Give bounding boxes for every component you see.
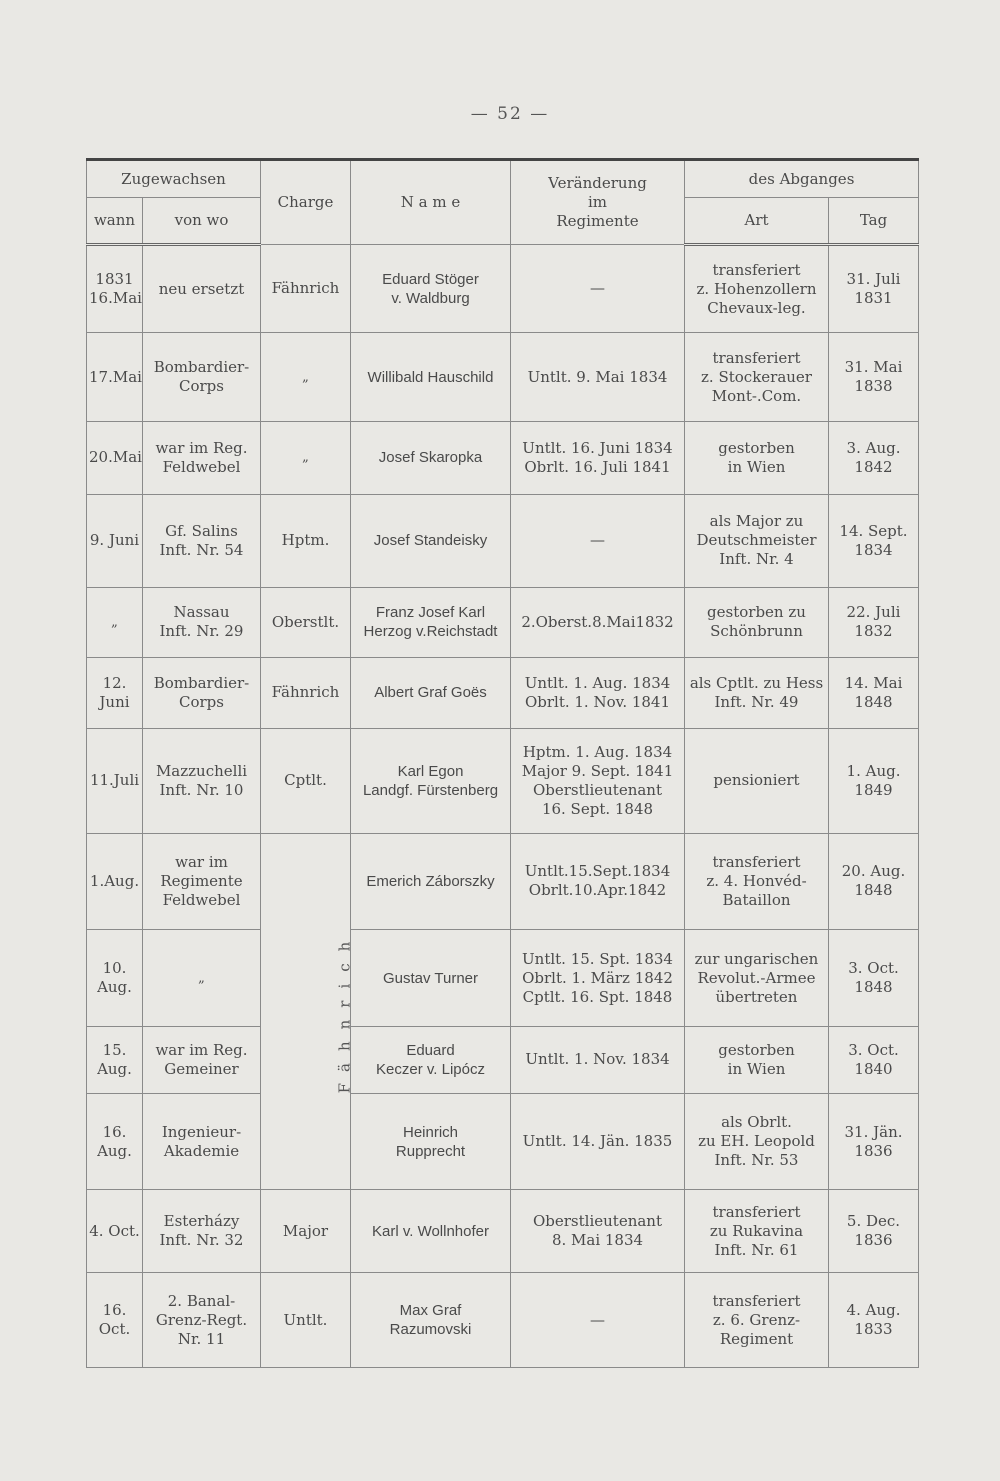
cell-name: Karl v. Wollnhofer [351,1190,511,1273]
cell-art: transferiert zu Rukavina Inft. Nr. 61 [685,1190,829,1273]
cell-wann: 20.Mai [87,422,143,495]
header-charge: Charge [261,160,351,245]
cell-charge: Hptm. [261,494,351,587]
cell-wann: 16. Oct. [87,1273,143,1368]
cell-name: Emerich Záborszky [351,833,511,930]
cell-name: Heinrich Rupprecht [351,1093,511,1190]
cell-tag: 5. Dec. 1836 [829,1190,919,1273]
cell-wann: 1.Aug. [87,833,143,930]
cell-charge-vertical [261,833,354,1190]
table-row [87,930,919,1027]
cell-tag: 22. Juli 1832 [829,587,919,658]
cell-name: Willibald Hauschild [351,333,511,422]
header-zugewachsen: Zugewachsen [87,160,261,198]
header-von-wo: von wo [143,198,261,244]
cell-tag: 1. Aug. 1849 [829,728,919,833]
table-row [87,1190,919,1273]
cell-veraenderung: Untlt. 1. Nov. 1834 [511,1027,685,1094]
regiment-register-table [86,158,919,1368]
table-row [87,1273,919,1368]
cell-name: Albert Graf Goës [351,658,511,729]
page-number: — 52 — [470,104,550,124]
cell-art: gestorben in Wien [685,1027,829,1094]
cell-veraenderung: Untlt. 16. Juni 1834 Obrlt. 16. Juli 1841 [511,422,685,495]
cell-veraenderung: Hptm. 1. Aug. 1834 Major 9. Sept. 1841 Oberstlieutenant 16. Sept. 1848 [511,728,685,833]
cell-veraenderung: Untlt. 14. Jän. 1835 [511,1093,685,1190]
cell-veraenderung: Untlt. 9. Mai 1834 [511,333,685,422]
cell-tag: 3. Oct. 1840 [829,1027,919,1094]
table-row [87,1027,919,1094]
cell-wann: 4. Oct. [87,1190,143,1273]
cell-wann: 9. Juni [87,494,143,587]
cell-charge: Oberstlt. [261,587,351,658]
cell-veraenderung: — [511,494,685,587]
header-tag: Tag [829,198,919,244]
cell-art: gestorben in Wien [685,422,829,495]
cell-von-wo: Nassau Inft. Nr. 29 [143,587,261,658]
cell-name: Josef Standeisky [351,494,511,587]
cell-tag: 4. Aug. 1833 [829,1273,919,1368]
cell-art: gestorben zu Schönbrunn [685,587,829,658]
cell-tag: 31. Jän. 1836 [829,1093,919,1190]
table-row [87,333,919,422]
cell-wann: 10. Aug. [87,930,143,1027]
cell-wann: 11.Juli [87,728,143,833]
cell-von-wo: Ingenieur- Akademie [143,1093,261,1190]
cell-art: transferiert z. 4. Honvéd- Bataillon [685,833,829,930]
cell-wann: 12. Juni [87,658,143,729]
header-wann: wann [87,198,143,244]
table-row [87,494,919,587]
cell-name: Gustav Turner [351,930,511,1027]
cell-name: Max Graf Razumovski [351,1273,511,1368]
table-row [87,1093,919,1190]
cell-wann: 16. Aug. [87,1093,143,1190]
cell-wann: 17.Mai [87,333,143,422]
cell-von-wo: Gf. Salins Inft. Nr. 54 [143,494,261,587]
cell-veraenderung: — [511,1273,685,1368]
cell-tag: 3. Oct. 1848 [829,930,919,1027]
cell-veraenderung: Oberstlieutenant 8. Mai 1834 [511,1190,685,1273]
cell-wann: 15. Aug. [87,1027,143,1094]
header-des-abganges: des Abganges [685,160,919,198]
cell-name: Eduard Keczer v. Lipócz [351,1027,511,1094]
cell-tag: 31. Mai 1838 [829,333,919,422]
cell-tag: 3. Aug. 1842 [829,422,919,495]
table-row [87,587,919,658]
cell-von-wo: war im Reg. Feldwebel [143,422,261,495]
cell-von-wo: „ [143,930,261,1027]
cell-von-wo: Bombardier- Corps [143,333,261,422]
cell-art: als Major zu Deutschmeister Inft. Nr. 4 [685,494,829,587]
cell-veraenderung: Untlt. 1. Aug. 1834 Obrlt. 1. Nov. 1841 [511,658,685,729]
header-veraenderung: Veränderung im Regimente [511,160,685,245]
cell-von-wo: 2. Banal- Grenz-Regt. Nr. 11 [143,1273,261,1368]
cell-name: Franz Josef Karl Herzog v.Reichstadt [351,587,511,658]
cell-tag: 14. Mai 1848 [829,658,919,729]
cell-von-wo: war im Regimente Feldwebel [143,833,261,930]
cell-tag: 14. Sept. 1834 [829,494,919,587]
table-row [87,728,919,833]
cell-name: Josef Skaropka [351,422,511,495]
cell-veraenderung: Untlt. 15. Spt. 1834 Obrlt. 1. März 1842 Cptlt. 16. Spt. 1848 [511,930,685,1027]
cell-art: transferiert z. Stockerauer Mont-.Com. [685,333,829,422]
cell-charge: Major [261,1190,351,1273]
cell-von-wo: Mazzuchelli Inft. Nr. 10 [143,728,261,833]
cell-tag: 20. Aug. 1848 [829,833,919,930]
cell-art: transferiert z. Hohenzollern Chevaux-leg. [685,244,829,333]
cell-veraenderung: — [511,244,685,333]
cell-tag: 31. Juli 1831 [829,244,919,333]
cell-art: pensioniert [685,728,829,833]
cell-charge: „ [261,422,351,495]
cell-wann: 1831 16.Mai [87,244,143,333]
cell-von-wo: war im Reg. Gemeiner [143,1027,261,1094]
cell-name: Eduard Stöger v. Waldburg [351,244,511,333]
cell-veraenderung: Untlt.15.Sept.1834 Obrlt.10.Apr.1842 [511,833,685,930]
cell-charge: Fähnrich [261,658,351,729]
cell-art: zur ungarischen Revolut.-Armee übertreten [685,930,829,1027]
cell-wann: „ [87,587,143,658]
header-name: N a m e [351,160,511,245]
cell-von-wo: Bombardier- Corps [143,658,261,729]
cell-art: als Obrlt. zu EH. Leopold Inft. Nr. 53 [685,1093,829,1190]
header-row-top [87,160,919,198]
cell-charge: Fähnrich [261,244,351,333]
cell-art: transferiert z. 6. Grenz- Regiment [685,1273,829,1368]
cell-veraenderung: 2.Oberst.8.Mai1832 [511,587,685,658]
table-row [87,244,919,333]
table-row [87,658,919,729]
cell-von-wo: Esterházy Inft. Nr. 32 [143,1190,261,1273]
cell-art: als Cptlt. zu Hess Inft. Nr. 49 [685,658,829,729]
header-art: Art [685,198,829,244]
table-row [87,422,919,495]
vertical-charge-text: Fähnrich [335,929,354,1094]
cell-von-wo: neu ersetzt [143,244,261,333]
cell-charge: „ [261,333,351,422]
cell-name: Karl Egon Landgf. Fürstenberg [351,728,511,833]
cell-charge: Untlt. [261,1273,351,1368]
table-row [87,833,919,930]
cell-charge: Cptlt. [261,728,351,833]
